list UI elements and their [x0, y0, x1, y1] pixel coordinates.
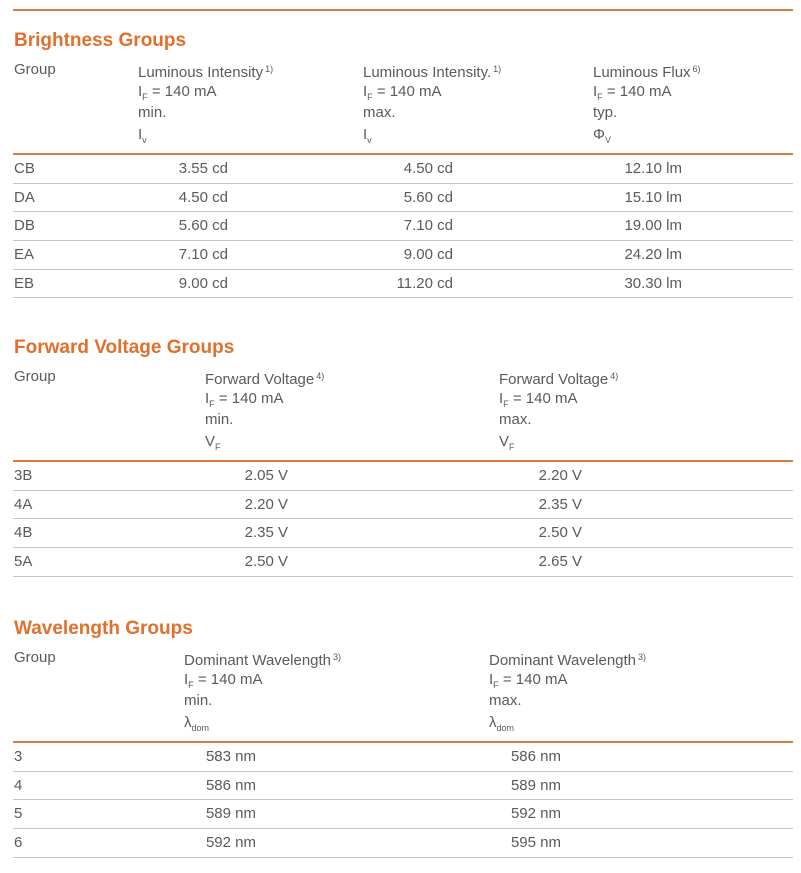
footnote-ref: 1) [265, 64, 274, 74]
column-header-line [499, 409, 532, 431]
value-cell: 583 nm [205, 748, 256, 765]
table-row [13, 270, 793, 299]
subscript: v [142, 134, 147, 145]
column-header-line [138, 81, 216, 103]
symbol: I [138, 125, 143, 143]
group-cell: 3 [14, 748, 23, 765]
column-header-line [499, 388, 577, 410]
group-cell: 5A [14, 553, 33, 571]
column-header-line [14, 647, 56, 669]
header-text: = 140 mA [498, 670, 568, 688]
footnote-ref: 6) [692, 64, 701, 74]
group-cell: 4A [14, 495, 33, 513]
symbol: I [363, 125, 368, 143]
group-cell: CB [14, 160, 35, 177]
value-cell: 592 nm [510, 805, 561, 823]
column-header-line [205, 431, 221, 453]
subscript: dom [191, 722, 210, 733]
subscript: F [367, 91, 373, 102]
header-text: Luminous Flux [593, 64, 691, 81]
symbol: I [363, 82, 368, 100]
table-row [13, 800, 793, 829]
header-text: = 140 mA [147, 82, 217, 100]
column-header-line [489, 647, 646, 669]
header-text: max. [489, 692, 522, 709]
value-cell: 15.10 lm [624, 188, 682, 206]
value-cell: 589 nm [510, 776, 561, 794]
footnote-ref: 4) [610, 371, 619, 381]
subscript: v [367, 134, 372, 145]
forward-voltage-title: Forward Voltage Groups [14, 337, 235, 358]
header-text: = 140 mA [602, 82, 672, 100]
value-cell: 586 nm [205, 776, 256, 794]
column-header-line [593, 59, 701, 81]
wavelength-header [13, 647, 793, 733]
group-cell: EB [14, 274, 35, 292]
header-text: = 140 mA [372, 82, 442, 100]
footnote-ref: 3) [638, 652, 647, 662]
symbol: I [205, 389, 210, 407]
value-cell: 4.50 cd [178, 188, 228, 206]
value-cell: 30.30 lm [624, 274, 682, 292]
column-header-line [363, 124, 372, 146]
table-row [13, 212, 793, 241]
brightness-header [13, 59, 793, 145]
subscript: F [188, 679, 194, 690]
value-cell: 7.10 cd [403, 217, 453, 235]
column-header-line [363, 102, 396, 124]
column-header-line [363, 81, 441, 103]
header-text: Group [14, 61, 56, 78]
value-cell: 24.20 lm [624, 246, 682, 264]
group-cell: 5 [14, 805, 23, 823]
group-cell: DB [14, 217, 35, 235]
value-cell: 7.10 cd [178, 246, 228, 264]
subscript: F [215, 441, 221, 452]
brightness-title: Brightness Groups [14, 30, 187, 51]
table-row [13, 548, 793, 577]
value-cell: 2.50 V [244, 553, 288, 571]
column-header-line [138, 124, 147, 146]
subscript: F [209, 398, 215, 409]
header-text: Luminous Intensity. [363, 64, 492, 81]
column-header-line [184, 712, 209, 734]
symbol: I [184, 670, 189, 688]
column-header-line [489, 690, 522, 712]
group-cell: 4 [14, 776, 23, 794]
header-text: Luminous Intensity [138, 64, 264, 81]
table-row [13, 462, 793, 491]
header-text: Dominant Wavelength [184, 652, 332, 669]
column-header-line [499, 431, 515, 453]
value-cell: 5.60 cd [178, 217, 228, 235]
column-header-line [593, 124, 611, 146]
subscript: F [142, 91, 148, 102]
symbol: Φ [593, 125, 605, 143]
value-cell: 5.60 cd [403, 188, 453, 206]
column-header-line [489, 669, 567, 691]
symbol: I [593, 82, 598, 100]
symbol: λ [184, 713, 192, 731]
value-cell: 12.10 lm [624, 160, 682, 177]
value-cell: 592 nm [205, 834, 256, 852]
table-row [13, 772, 793, 801]
value-cell: 2.20 V [538, 467, 582, 484]
value-cell: 2.05 V [244, 467, 288, 484]
column-header-line [205, 366, 324, 388]
subscript: F [493, 679, 499, 690]
column-header-line [489, 712, 514, 734]
value-cell: 2.50 V [538, 524, 582, 542]
value-cell: 3.55 cd [178, 160, 228, 177]
forward-voltage-rows [13, 462, 793, 577]
group-cell: 4B [14, 524, 33, 542]
table-row [13, 519, 793, 548]
header-text: min. [184, 692, 213, 709]
group-cell: 6 [14, 834, 23, 852]
symbol: I [499, 389, 504, 407]
value-cell: 9.00 cd [403, 246, 453, 264]
value-cell: 2.20 V [244, 495, 288, 513]
table-row [13, 491, 793, 520]
symbol: I [138, 82, 143, 100]
column-header-line [184, 690, 212, 712]
footnote-ref: 1) [493, 64, 502, 74]
table-row [13, 184, 793, 213]
subscript: F [597, 91, 603, 102]
brightness-rows [13, 155, 793, 298]
table-row [13, 241, 793, 270]
value-cell: 4.50 cd [403, 160, 453, 177]
header-text: max. [363, 104, 396, 121]
table-row [13, 829, 793, 858]
header-text: = 140 mA [508, 389, 578, 407]
top-rule [13, 9, 793, 11]
value-cell: 589 nm [205, 805, 256, 823]
column-header-line [593, 102, 617, 124]
group-cell: DA [14, 188, 35, 206]
header-text: Forward Voltage [205, 371, 315, 388]
symbol: λ [489, 713, 497, 731]
header-text: min. [205, 411, 234, 428]
value-cell: 2.35 V [538, 495, 582, 513]
header-text: min. [138, 104, 167, 121]
table-row [13, 743, 793, 772]
column-header-line [593, 81, 671, 103]
header-text: max. [499, 411, 532, 428]
column-header-line [14, 366, 56, 388]
symbol: V [499, 432, 510, 450]
column-header-line [363, 59, 501, 81]
column-header-line [184, 669, 262, 691]
header-text: = 140 mA [214, 389, 284, 407]
value-cell: 9.00 cd [178, 274, 228, 292]
group-cell: EA [14, 246, 35, 264]
header-text: Group [14, 649, 56, 666]
header-text: Forward Voltage [499, 371, 609, 388]
group-cell: 3B [14, 467, 33, 484]
column-header-line [138, 59, 273, 81]
subscript: F [503, 398, 509, 409]
column-header-line [184, 647, 341, 669]
value-cell: 586 nm [510, 748, 561, 765]
wavelength-title: Wavelength Groups [14, 618, 193, 639]
subscript: dom [496, 722, 515, 733]
header-text: = 140 mA [193, 670, 263, 688]
value-cell: 19.00 lm [624, 217, 682, 235]
subscript: V [604, 134, 611, 145]
column-header-line [499, 366, 618, 388]
forward-voltage-header [13, 366, 793, 452]
column-header-line [138, 102, 166, 124]
value-cell: 595 nm [510, 834, 561, 852]
subscript: F [509, 441, 515, 452]
symbol: I [489, 670, 494, 688]
footnote-ref: 4) [316, 371, 325, 381]
symbol: V [205, 432, 216, 450]
wavelength-rows [13, 743, 793, 858]
value-cell: 2.65 V [538, 553, 582, 571]
header-text: Group [14, 368, 56, 385]
column-header-line [205, 388, 283, 410]
value-cell: 2.35 V [244, 524, 288, 542]
header-text: typ. [593, 104, 618, 121]
header-text: Dominant Wavelength [489, 652, 637, 669]
table-row [13, 155, 793, 184]
column-header-line [205, 409, 233, 431]
value-cell: 11.20 cd [396, 274, 453, 292]
column-header-line [14, 59, 56, 81]
footnote-ref: 3) [333, 652, 342, 662]
